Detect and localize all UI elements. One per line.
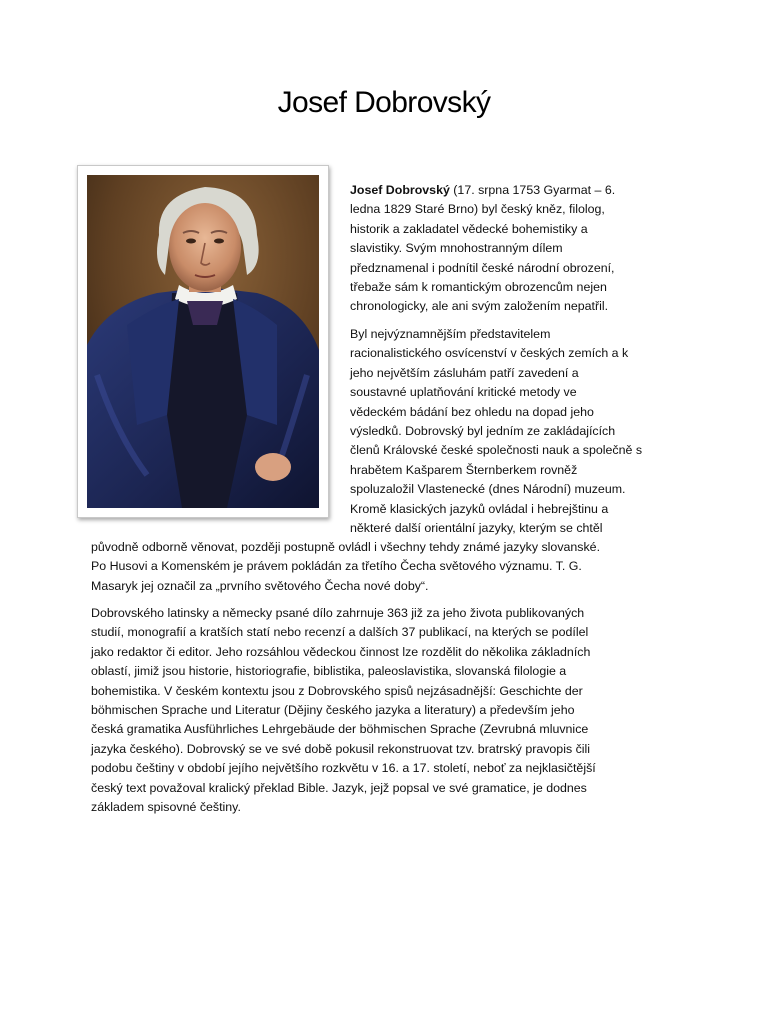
text-line: böhmischen Sprache und Literatur (Dějiny českého jazyka a literatury) a především jeho xyxy=(91,703,575,718)
text-line: výsledků. Dobrovský byl jedním ze zakládajících xyxy=(350,424,616,439)
text-line: podobu češtiny v období jejího největšího rozkvětu v 16. a 17. století, neboť za nejklasičtější xyxy=(91,761,596,776)
text-line: Kromě klasických jazyků ovládal i hebrejštinu a xyxy=(350,501,609,516)
paragraph-intro xyxy=(350,181,615,317)
text-line: Dobrovského latinsky a německy psané dílo zahrnuje 363 již za jeho života publikovaných xyxy=(91,606,585,620)
text-line: jeho největším zásluhám patří zavedení a xyxy=(350,365,579,380)
text-line: původně odborně věnovat, později postupně ovládl i všechny tehdy známé jazyky slovanské. xyxy=(91,540,601,554)
text-line: studií, monografií a kratších statí nebo recenzí a dalších 37 publikací, na kterých se podílel xyxy=(91,625,589,640)
text-line: některé další orientální jazyky, kterým se chtěl xyxy=(350,521,603,536)
text-line: třebaže sám k romantickým obrozencům nejen xyxy=(350,280,607,295)
text-line: český text považoval kralický překlad Bible. Jazyk, jejž popsal ve své gramatice, je dodnes xyxy=(91,780,587,795)
bold-name: Josef Dobrovský xyxy=(350,183,450,197)
paragraph-works xyxy=(91,604,596,817)
text-line: oblastí, jimiž jsou historie, historiografie, biblistika, paleoslavistika, slovanská filologie a xyxy=(91,664,567,679)
text-line: ledna 1829 Staré Brno) byl český kněz, filolog, xyxy=(350,202,605,217)
portrait-image xyxy=(77,165,329,518)
text-line: jako redaktor či editor. Jeho rozsáhlou vědeckou činnost lze rozdělit do několika základních xyxy=(91,644,591,659)
text-line: jazyka českého). Dobrovský se ve své době pokusil rekonstruovat tzv. bratrský pravopis čili xyxy=(91,741,591,756)
portrait-painting xyxy=(87,175,319,508)
page-title: Josef Dobrovský xyxy=(277,86,491,119)
text-line: historik a zakladatel vědecké bohemistiky a xyxy=(350,221,588,236)
text-line: soustavné uplatňování kritické metody ve xyxy=(350,385,577,400)
paragraph-significance xyxy=(350,325,642,538)
text-line: Masaryk jej označil za „prvního světového Čecha nové doby“. xyxy=(91,578,429,593)
text-line: Po Husovi a Komenském je právem pokládán za třetího Čecha světového významu. T. G. xyxy=(91,559,582,574)
text-line xyxy=(350,181,615,200)
text-line: česká gramatika Ausführliches Lehrgebäude der böhmischen Sprache (Zevrubná mluvnice xyxy=(91,722,589,737)
text-line: základem spisovné češtiny. xyxy=(91,800,241,815)
text-line: bohemistika. V českém kontextu jsou z Dobrovského spisů nejzásadnější: Geschichte der xyxy=(91,683,583,698)
text-line: slavistiky. Svým mnohostranným dílem xyxy=(350,241,563,256)
paragraph-significance-cont xyxy=(91,538,600,596)
text-line: chronologicky, ale ani svým založením nepatřil. xyxy=(350,299,609,314)
text-line: Byl nejvýznamnějším představitelem xyxy=(350,327,551,341)
text-line: vědeckém bádání bez ohledu na dopad jeho xyxy=(350,404,594,419)
text-line: spoluzaložil Vlastenecké (dnes Národní) muzeum. xyxy=(350,482,626,497)
text-line: členů Královské české společnosti nauk a společně s xyxy=(350,443,643,458)
text-line: hrabětem Kašparem Šternberkem rovněž xyxy=(350,462,578,477)
text-line: racionalistického osvícenství v českých zemích a k xyxy=(350,346,629,361)
text-line: předznamenal i podnítil české národní obrození, xyxy=(350,260,615,275)
text-fragment: (17. srpna 1753 Gyarmat – 6. xyxy=(449,183,616,197)
